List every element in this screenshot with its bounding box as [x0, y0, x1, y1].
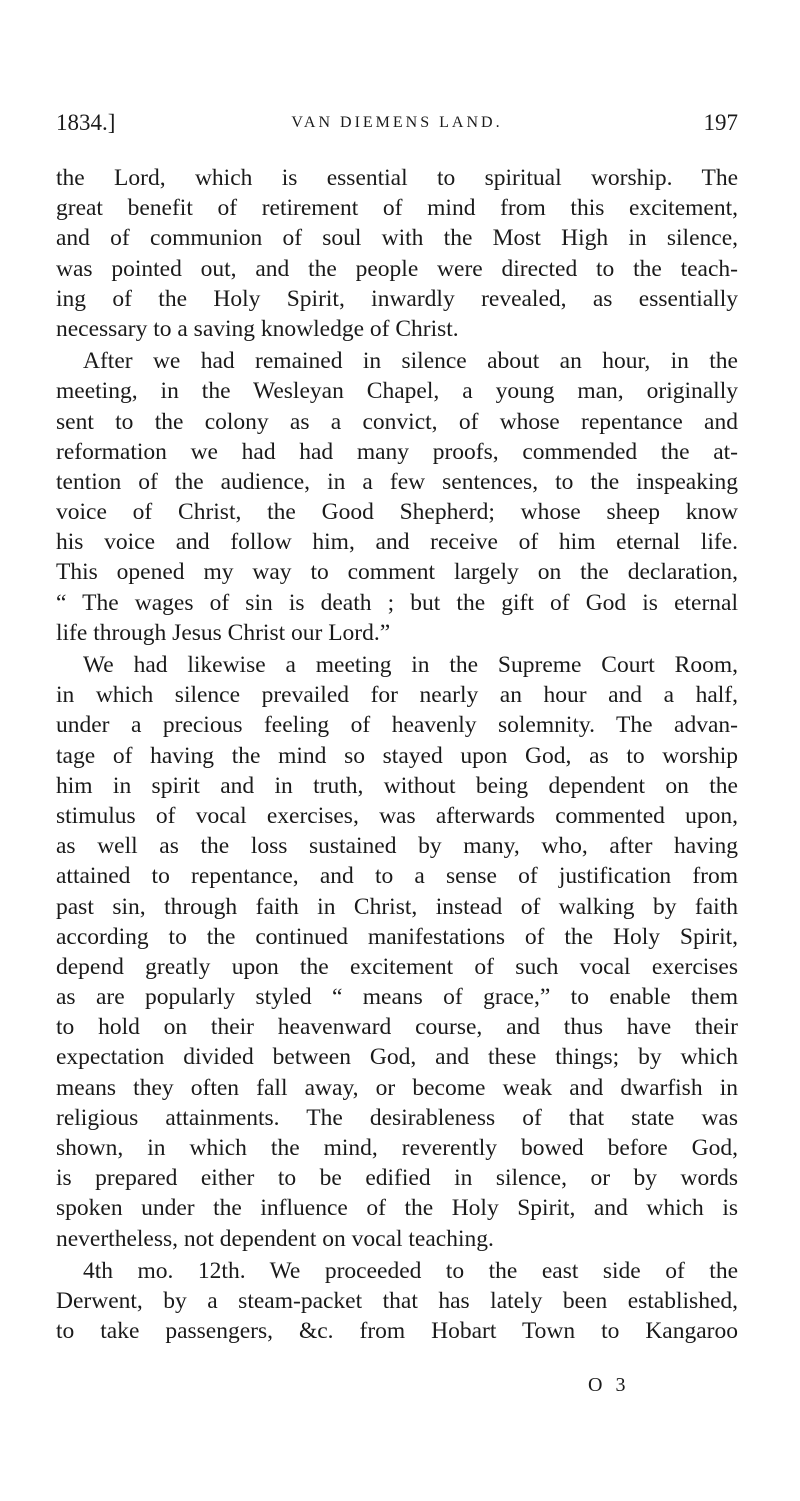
text-line: We had likewise a meeting in the Supreme Court Room, [83, 652, 738, 678]
text-line: reformation we had had many proofs, commended the at- [56, 438, 738, 465]
text-line: ing of the Holy Spirit, inwardly revealed, as essentially [56, 285, 738, 312]
text-line: spoken under the influence of the Holy Spirit, and which is [56, 1195, 738, 1222]
text-line: attained to repentance, and to a sense of justification from [56, 863, 738, 890]
text-line: according to the continued manifestations of the Holy Spirit, [56, 923, 738, 950]
text-line: to hold on their heavenward course, and thus have their [56, 1014, 738, 1041]
text-line: sent to the colony as a convict, of whose repentance and [56, 408, 738, 435]
page-number: 197 [703, 110, 738, 135]
body-text [56, 163, 738, 1346]
text-line: the Lord, which is essential to spiritual worship. The [56, 165, 738, 191]
text-line: as are popularly styled “ means of grace,” to enable them [56, 984, 738, 1011]
text-line: to take passengers, &c. from Hobart Town to Kangaroo [56, 1318, 738, 1345]
text-line: means they often fall away, or become weak and dwarfish in [56, 1074, 738, 1101]
header-year: 1834.] [56, 110, 116, 135]
text-line: stimulus of vocal exercises, was afterwards commented upon, [56, 802, 738, 829]
text-line: shown, in which the mind, reverently bowed before God, [56, 1135, 738, 1161]
text-line: and of communion of soul with the Most High in silence, [56, 225, 738, 252]
text-line: tage of having the mind so stayed upon God, as to worship [56, 742, 738, 769]
text-line: is prepared either to be edified in silence, or by words [56, 1165, 738, 1192]
text-line: under a precious feeling of heavenly solemnity. The advan- [56, 712, 738, 739]
text-line: After we had remained in silence about an hour, in the [83, 348, 738, 375]
text-line: him in spirit and in truth, without being dependent on the [56, 772, 738, 799]
text-line: “ The wages of sin is death ; but the gift of God is eternal [56, 589, 738, 616]
text-line: his voice and follow him, and receive of him eternal life. [56, 529, 738, 556]
text-line: expectation divided between God, and these things; by which [56, 1044, 738, 1071]
text-line: was pointed out, and the people were directed to the teach- [56, 255, 738, 282]
text-line: religious attainments. The desirableness of that state was [56, 1104, 738, 1131]
text-line: necessary to a saving knowledge of Christ. [56, 315, 459, 342]
signature-mark: O 3 [588, 1374, 630, 1396]
text-line: great benefit of retirement of mind from this excitement, [56, 195, 738, 222]
text-line: nevertheless, not dependent on vocal teaching. [56, 1225, 494, 1252]
header-title: VAN DIEMENS LAND. [291, 114, 503, 131]
text-line: past sin, through faith in Christ, instead of walking by faith [56, 893, 738, 920]
text-line: This opened my way to comment largely on the declaration, [56, 559, 738, 586]
text-line: as well as the loss sustained by many, who, after having [56, 833, 738, 860]
text-line: 4th mo. 12th. We proceeded to the east side of the [83, 1257, 738, 1284]
text-line: Derwent, by a steam-packet that has lately been established, [56, 1287, 738, 1314]
running-head [56, 110, 738, 142]
text-line: voice of Christ, the Good Shepherd; whose sheep know [56, 499, 738, 526]
text-line: in which silence prevailed for nearly an hour and a half, [56, 682, 738, 709]
text-line: depend greatly upon the excitement of such vocal exercises [56, 953, 738, 980]
text-line: meeting, in the Wesleyan Chapel, a young man, originally [56, 378, 738, 405]
text-line: tention of the audience, in a few sentences, to the inspeaking [56, 468, 738, 495]
text-line: life through Jesus Christ our Lord.” [56, 619, 391, 646]
